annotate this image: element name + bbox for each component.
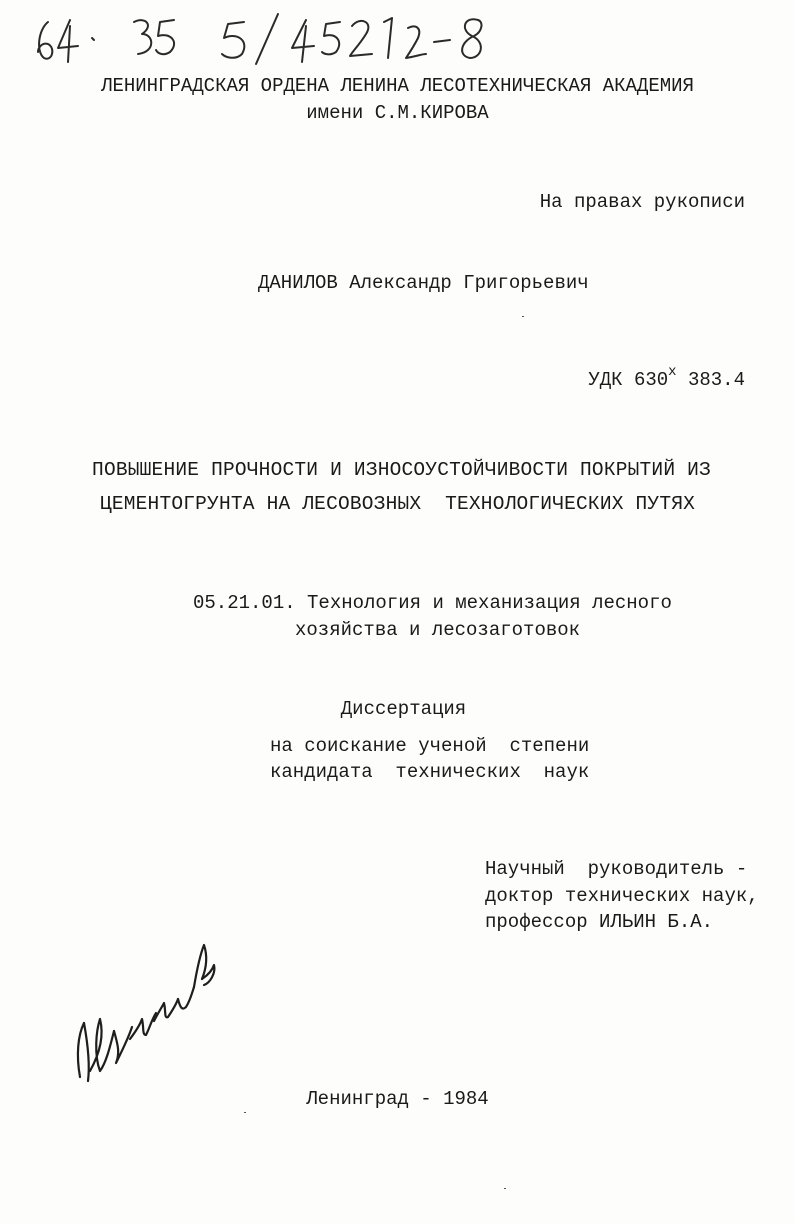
supervisor-line3: профессор ИЛЬИН Б.А. bbox=[485, 911, 714, 933]
handwritten-note bbox=[30, 8, 490, 66]
dissertation-line3: кандидата технических наук bbox=[270, 761, 590, 783]
scan-speck bbox=[522, 316, 524, 317]
author-name: ДАНИЛОВ Александр Григорьевич bbox=[258, 272, 589, 294]
institution-line1: ЛЕНИНГРАДСКАЯ ОРДЕНА ЛЕНИНА ЛЕСОТЕХНИЧЕСКАЯ АКАДЕМИЯ bbox=[101, 75, 694, 97]
manuscript-rights: На правах рукописи bbox=[539, 191, 745, 213]
supervisor-line2: доктор технических наук, bbox=[485, 885, 759, 907]
specialty-line1: 05.21.01. Технология и механизация лесного bbox=[193, 592, 672, 614]
dissertation-line2: на соискание ученой степени bbox=[270, 735, 590, 757]
udc-superscript: х bbox=[668, 363, 677, 380]
footer-city-year: Ленинград - 1984 bbox=[306, 1088, 489, 1110]
dissertation-heading: Диссертация bbox=[340, 698, 467, 720]
udc-label: УДК 630 bbox=[588, 369, 669, 391]
specialty-line2: хозяйства и лесозаготовок bbox=[295, 619, 581, 641]
scan-speck bbox=[504, 1188, 506, 1189]
udc-code bbox=[588, 363, 745, 392]
udc-suffix: 383.4 bbox=[676, 369, 745, 391]
title-line2: ЦЕМЕНТОГРУНТА НА ЛЕСОВОЗНЫХ ТЕХНОЛОГИЧЕСКИХ ПУТЯХ bbox=[99, 493, 696, 515]
supervisor-line1: Научный руководитель - bbox=[485, 858, 748, 880]
signature bbox=[70, 935, 220, 1085]
institution-line2: имени С.М.КИРОВА bbox=[306, 102, 489, 124]
scan-speck bbox=[244, 1112, 246, 1113]
title-line1: ПОВЫШЕНИЕ ПРОЧНОСТИ И ИЗНОСОУСТОЙЧИВОСТИ ПОКРЫТИЙ ИЗ bbox=[92, 459, 711, 481]
